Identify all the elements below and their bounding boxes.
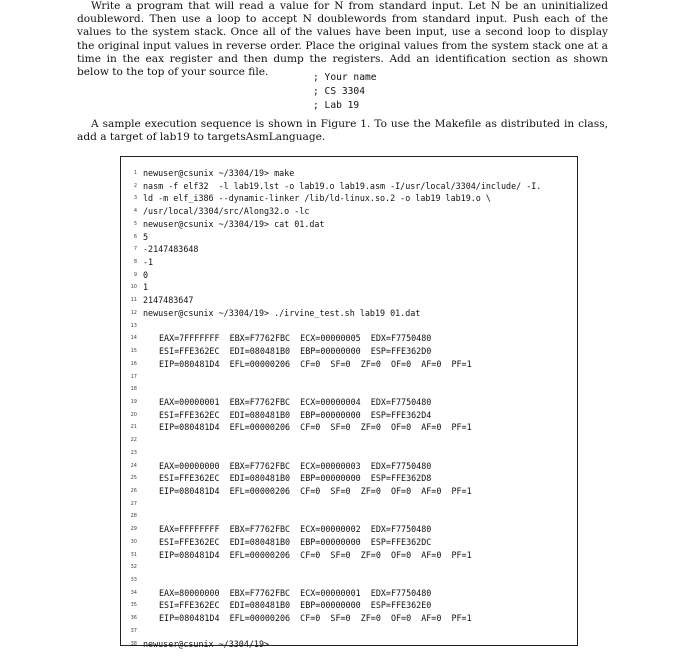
listing-line <box>125 307 577 320</box>
listing-line <box>125 383 577 396</box>
line-number: 37 <box>130 627 137 634</box>
line-text: EIP=080481D4 EFL=00000206 CF=0 SF=0 ZF=0 OF=0 AF=0 PF=1 <box>159 549 472 560</box>
ident-line-name: ; Your name <box>313 72 377 83</box>
line-number: 3 <box>133 195 137 202</box>
line-text: newuser@csunix ~/3304/19> cat 01.dat <box>143 218 325 229</box>
line-text: EAX=00000001 EBX=F7762FBC ECX=00000004 EDX=F7750480 <box>159 396 432 407</box>
line-number: 15 <box>130 348 137 355</box>
listing-line <box>125 498 577 511</box>
line-text: nasm -f elf32 -l lab19.lst -o lab19.o lab19.asm -I/usr/local/3304/include/ -I. <box>143 180 542 191</box>
line-text: newuser@csunix ~/3304/19> make <box>143 168 295 178</box>
line-text: ESI=FFE362EC EDI=080481B0 EBP=00000000 ESP=FFE362D8 <box>159 473 432 484</box>
code-listing <box>120 156 578 649</box>
line-text: -1 <box>143 257 154 268</box>
line-text: 5 <box>143 231 149 242</box>
line-text: EIP=080481D4 EFL=00000206 CF=0 SF=0 ZF=0 OF=0 AF=0 PF=1 <box>159 422 472 433</box>
line-number: 34 <box>130 589 137 596</box>
line-number: 8 <box>133 259 137 266</box>
line-number: 12 <box>130 309 137 316</box>
listing-line <box>125 371 577 384</box>
line-number: 32 <box>130 564 137 571</box>
line-number: 13 <box>130 322 137 329</box>
line-number: 17 <box>130 373 137 380</box>
line-text: EAX=7FFFFFFF EBX=F7762FBC ECX=00000005 EDX=F7750480 <box>159 333 432 344</box>
listing-line <box>125 243 577 256</box>
listing-line <box>125 345 577 358</box>
listing-line <box>125 205 577 218</box>
listing-line <box>125 599 577 612</box>
listing-line <box>125 320 577 333</box>
listing-line <box>125 192 577 205</box>
listing-line <box>125 587 577 600</box>
line-number: 25 <box>130 475 137 482</box>
line-text: EAX=FFFFFFFF EBX=F7762FBC ECX=00000002 EDX=F7750480 <box>159 524 432 535</box>
line-text: newuser@csunix ~/3304/19> ./irvine_test.sh lab19 01.dat <box>143 307 421 318</box>
line-text: 1 <box>143 282 149 293</box>
listing-line <box>125 180 577 193</box>
line-number: 26 <box>130 487 137 494</box>
listing-line <box>125 231 577 244</box>
line-text: EIP=080481D4 EFL=00000206 CF=0 SF=0 ZF=0 OF=0 AF=0 PF=1 <box>159 358 472 369</box>
ident-line-course: ; CS 3304 <box>313 85 365 97</box>
listing-line <box>125 460 577 473</box>
line-text: ESI=FFE362EC EDI=080481B0 EBP=00000000 ESP=FFE362E0 <box>159 600 432 611</box>
line-number: 4 <box>133 208 137 215</box>
listing-line <box>125 625 577 638</box>
line-number: 19 <box>130 398 137 405</box>
line-text: 2147483647 <box>143 295 194 306</box>
line-number: 20 <box>130 411 137 418</box>
listing-line <box>125 434 577 447</box>
line-text: EIP=080481D4 EFL=00000206 CF=0 SF=0 ZF=0 OF=0 AF=0 PF=1 <box>159 485 472 496</box>
line-text: newuser@csunix ~/3304/19> <box>143 638 270 649</box>
listing-line <box>125 409 577 422</box>
listing-line <box>125 485 577 498</box>
line-number: 30 <box>130 538 137 545</box>
line-text: ld -m elf_i386 --dynamic-linker /lib/ld-linux.so.2 -o lab19 lab19.o \ <box>143 193 491 204</box>
line-number: 18 <box>130 386 137 393</box>
listing-line <box>125 523 577 536</box>
line-number: 11 <box>130 297 137 304</box>
listing-line <box>125 256 577 269</box>
listing-line <box>125 472 577 485</box>
identification-section <box>313 71 377 112</box>
listing-line <box>125 281 577 294</box>
listing-line <box>125 612 577 625</box>
line-number: 31 <box>130 551 137 558</box>
listing-line <box>125 549 577 562</box>
line-number: 2 <box>133 182 137 189</box>
listing-line <box>125 536 577 549</box>
line-number: 5 <box>133 220 137 227</box>
line-text: -2147483648 <box>143 244 199 255</box>
line-number: 29 <box>130 526 137 533</box>
listing-line <box>125 396 577 409</box>
listing-line <box>125 447 577 460</box>
assignment-paragraph: Write a program that will read a value for N from standard input. Let N be an uninitialized doubleword. Then use a loop to accept N doublewords from standard input. Push each of the values to the system stack. Once all of the values have been input, use a second loop to display the original input values in reverse order. Place the original values from the system stack one at a time in the eax register and then dump the registers. Add an identification section as shown below to the top of your source file. <box>77 0 608 79</box>
listing-line <box>125 574 577 587</box>
line-number: 14 <box>130 335 137 342</box>
line-number: 6 <box>133 233 137 240</box>
line-number: 35 <box>130 602 137 609</box>
line-number: 27 <box>130 500 137 507</box>
sample-execution-paragraph: A sample execution sequence is shown in Figure 1. To use the Makefile as distributed in class, add a target of lab19 to targetsAsmLanguage. <box>77 118 608 144</box>
listing-lines <box>125 167 577 650</box>
listing-line <box>125 358 577 371</box>
line-text: ESI=FFE362EC EDI=080481B0 EBP=00000000 ESP=FFE362DC <box>159 536 432 547</box>
line-number: 28 <box>130 513 137 520</box>
line-number: 1 <box>133 170 137 176</box>
listing-line <box>125 510 577 523</box>
line-number: 22 <box>130 437 137 444</box>
line-text: EIP=080481D4 EFL=00000206 CF=0 SF=0 ZF=0 OF=0 AF=0 PF=1 <box>159 613 472 624</box>
line-number: 33 <box>130 577 137 583</box>
line-text: ESI=FFE362EC EDI=080481B0 EBP=00000000 ESP=FFE362D0 <box>159 346 432 357</box>
listing-line <box>125 294 577 307</box>
listing-line <box>125 561 577 574</box>
line-text: 0 <box>143 269 149 280</box>
line-text: EAX=00000000 EBX=F7762FBC ECX=00000003 EDX=F7750480 <box>159 460 432 471</box>
line-number: 16 <box>130 360 137 367</box>
line-text: EAX=80000000 EBX=F7762FBC ECX=00000001 EDX=F7750480 <box>159 587 432 598</box>
listing-line <box>125 421 577 434</box>
line-text: ESI=FFE362EC EDI=080481B0 EBP=00000000 ESP=FFE362D4 <box>159 409 432 420</box>
listing-line <box>125 638 577 651</box>
line-text: /usr/local/3304/src/Along32.o -lc <box>143 206 310 217</box>
listing-line <box>125 167 577 180</box>
line-number: 36 <box>130 615 137 622</box>
line-number: 21 <box>130 424 137 431</box>
line-number: 24 <box>130 462 137 469</box>
listing-line <box>125 218 577 231</box>
line-number: 9 <box>133 271 137 278</box>
listing-line <box>125 332 577 345</box>
line-number: 10 <box>130 284 137 291</box>
listing-line <box>125 269 577 282</box>
line-number: 7 <box>133 246 137 253</box>
line-number: 23 <box>130 449 137 456</box>
ident-line-lab: ; Lab 19 <box>313 99 360 111</box>
line-number: 38 <box>130 640 137 647</box>
